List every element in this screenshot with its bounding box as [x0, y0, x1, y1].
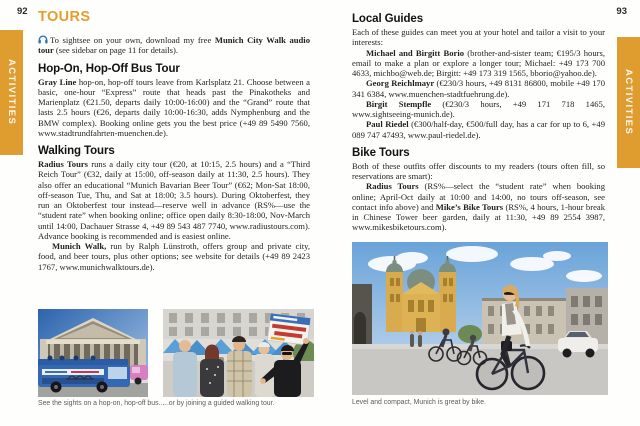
guide-riedel-details: (€300/half-day, €500/full day, has a car for up to 6, +49 089 747 47493, www.paul-riedel.de). [352, 119, 605, 140]
walking-tour-photo [163, 309, 314, 397]
section-heading-local-guides: Local Guides [352, 13, 424, 25]
intro-text-pre: To sightsee on your own, download my free [50, 35, 215, 45]
intro-text-post: (see sidebar on page 11 for details). [53, 45, 179, 56]
page-number-right: 93 [616, 6, 627, 17]
guide-borio-paragraph [352, 48, 605, 79]
radius-tours-lead: Radius Tours [38, 159, 89, 169]
mikes-bike-body: (RS%, 4 hours, 1-hour break in Chinese Tower beer garden, daily at 11:30, +49 89 2554 3987, www.mikesbiketours.com). [352, 201, 605, 233]
bike-photo [352, 242, 608, 395]
bike-tours-paragraph [352, 181, 605, 232]
walking-photo-caption: ...or by joining a guided walking tour. [163, 400, 275, 407]
section-heading-bike-tours: Bike Tours [352, 146, 410, 159]
right-page-column [352, 13, 605, 233]
activities-tab-left-label: ACTIVITIES [6, 59, 17, 126]
intro-text-bold: Munich City Walk audio tour [38, 35, 310, 56]
audio-tour-intro-paragraph [38, 35, 310, 56]
bike-photo-caption: Level and compact, Munich is great by bike. [352, 399, 487, 406]
munich-walk-lead: Munich Walk, [52, 241, 107, 251]
activities-tab-left [0, 30, 23, 155]
munich-walk-body: run by Ralph Lünstroth, offers group and private city, food, and beer tours, plus other options; see website for details (+49 89 2423 1767, www.munichwalktours.de). [38, 241, 310, 272]
pink-vehicle [130, 365, 148, 385]
bike-radius-body: (RS%—select the “student rate” when booking online; April-Oct daily at 10:00 and 14:00, no tours off-season, see contact info above) and [352, 181, 605, 212]
radius-tours-body: runs a daily city tour (€20, at 10:15, 2.5 hours) and a “Third Reich Tour” (€32, daily at 15:00, off-season daily at 11:30, 2.5 hours). They also offer an educational “Munich Bavarian Beer Tour” (€62; Mon-Sat 18:00, off-season Tue, Thu, and Sat at 18:00; 3.5 hours). During Oktoberfest, they run an Oktoberfest tour instead—reserve well in advance (RS%—use the “student rate” when booking online; office open daily 8:30-18:00, Nov-March until 14:00, Dachauer Strasse 4, +49 89 543 487 7740, www.radiustours.com). Advance booking is recommended and is easiest online. [38, 159, 310, 241]
activities-tab-right-label: ACTIVITIES [623, 69, 634, 136]
guide-reichlmayr-name: Georg Reichlmayr [366, 78, 435, 89]
bike-tours-intro: Both of these outfits offer discounts to my readers (tours often fill, so reservations are smart): [352, 160, 605, 181]
guide-stempfle-name: Birgit Stempfle [366, 98, 432, 109]
arcade-building [352, 284, 372, 350]
section-heading-hop-on-hop-off: Hop-On, Hop-Off Bus Tour [38, 62, 180, 75]
guide-stempfle-paragraph [352, 99, 605, 120]
blue-bus [38, 356, 130, 393]
gray-line-body: hop-on, hop-off tours leave from Karlsplatz 21. Choose between a basic, one-hour “Express” route that heads past the Pinakotheks and Marienplatz (€21.50, departs daily 10:00-16:00) and the “Grand” route that lasts 2.5 hours (€26, departs daily 10:00-16:30, adds Nymphenburg and the BMW complex). Booking online gets you the best price (+49 89 5490 7560, www.stadtrundfahrten-muenchen.de). [38, 76, 310, 138]
guide-borio-name: Michael and Birgitt Borio [366, 47, 465, 58]
guide-reichlmayr-details: (€230/3 hours, +49 8131 86800, mobile +49 170 341 6384, www.muenchen-stadtfuehrung.de). [352, 78, 605, 99]
bike-radius-lead: Radius Tours [366, 181, 419, 192]
guide-riedel-name: Paul Riedel [366, 119, 409, 130]
activities-tab-right [617, 37, 640, 168]
munich-walk-paragraph [38, 241, 310, 272]
mikes-bike-lead: Mike’s Bike Tours [435, 201, 504, 212]
guide-stempfle-details: (€230/3 hours, +49 171 718 1465, www.sightseeing-munich.de). [352, 98, 605, 119]
guide-borio-details: (brother-and-sister team; €195/3 hours, email to make a plan or explore a longer tour; Michael: +49 173 700 4633, michbo@web.de; Birgitt: +49 173 319 1565, bborio@yahoo.de). [352, 47, 605, 78]
headphones-icon [38, 35, 48, 44]
bus-photo-caption: See the sights on a hop-on, hop-off bus... [38, 400, 165, 407]
hop-on-paragraph [38, 77, 310, 139]
page-number-left: 92 [17, 6, 28, 17]
radius-tours-paragraph [38, 159, 310, 241]
guide-riedel-paragraph [352, 119, 605, 140]
page-title-tours: TOURS [38, 9, 91, 25]
gray-line-lead: Gray Line [38, 76, 77, 87]
guide-reichlmayr-paragraph [352, 78, 605, 99]
left-page-column [38, 9, 310, 272]
local-guides-intro: Each of these guides can meet you at your hotel and tailor a visit to your interests: [352, 27, 605, 48]
section-heading-walking-tours: Walking Tours [38, 145, 115, 157]
trees [458, 325, 482, 343]
hop-on-bus-photo [38, 309, 148, 397]
